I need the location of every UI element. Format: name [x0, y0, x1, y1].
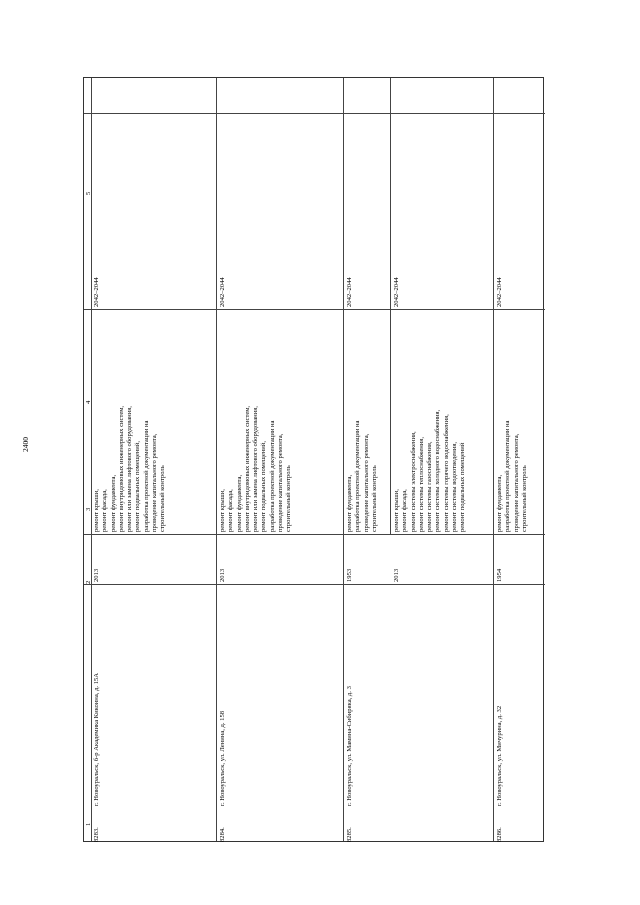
row-divider [216, 78, 217, 841]
column-line-3 [91, 534, 545, 535]
row-works: ремонт крыши, ремонт фасада, ремонт фундамента, ремонт внутридомовых инженерных систем, ремонт или замена лифтового оборудования, ремонт подвальных помещений, разработка проектной документации на проведение капитального ремонта, строительный контроль [93, 405, 167, 532]
repair-schedule-table [83, 77, 544, 842]
row-address: г. Новоуральск, ул. Ленина, д. 158 [219, 710, 226, 806]
row-works: ремонт фундамента, разработка проектной документации на проведение капитального ремонта, строительный контроль [346, 420, 378, 532]
row-works: ремонт фундамента, разработка проектной документации на проведение капитального ремонта, строительный контроль [496, 420, 528, 532]
header-col-1: 1 [85, 822, 92, 826]
row-year: 1954 [496, 568, 503, 582]
row-address: г. Новоуральск, ул. Мамина-Сибиряка, д. 3 [346, 686, 353, 806]
row-year: 1953 [346, 568, 353, 582]
row-divider [343, 78, 344, 841]
row-period: 2042–2044 [219, 277, 226, 307]
row-year: 2013 [219, 568, 226, 582]
header-col-4: 4 [85, 400, 92, 404]
row-number: 8285. [346, 827, 353, 842]
row-address: г. Новоуральск, ул. Мичурина, д. 32 [496, 705, 503, 806]
row-period: 2042–2044 [346, 277, 353, 307]
row-works: ремонт крыши, ремонт фасада, ремонт системы электроснабжения, ремонт системы теплоснабжения, ремонт системы газоснабжения, ремонт системы холодного водоснабжения, ремонт системы горячего водоснабжения, ремонт системы водоотведения, ремонт подвальных помещений [393, 409, 467, 532]
row-number: 8286. [496, 827, 503, 842]
row-number: 8284. [219, 827, 226, 842]
row-period: 2042–2044 [393, 277, 400, 307]
row-period: 2042–2044 [93, 277, 100, 307]
row-address: г. Новоуральск, б-р Академика Кикоина, д. 15А [93, 672, 100, 806]
column-line-2 [91, 309, 545, 310]
row-works: ремонт крыши, ремонт фасада, ремонт фундамента, ремонт внутридомовых инженерных систем, ремонт или замена лифтового оборудования, ремонт подвальных помещений, разработка проектной документации на проведение капитального ремонта, строительный контроль [219, 405, 293, 532]
row-year: 2013 [393, 568, 400, 582]
header-col-3: 3 [85, 507, 92, 511]
row-period: 2042–2044 [496, 277, 503, 307]
header-col-5: 5 [85, 191, 92, 195]
header-col-2: 2 [85, 580, 92, 584]
column-line-1 [91, 113, 545, 114]
row-year: 2013 [93, 568, 100, 582]
column-line-4 [91, 584, 545, 585]
page-number: 2400 [21, 437, 30, 452]
row-number: 8283. [93, 827, 100, 842]
